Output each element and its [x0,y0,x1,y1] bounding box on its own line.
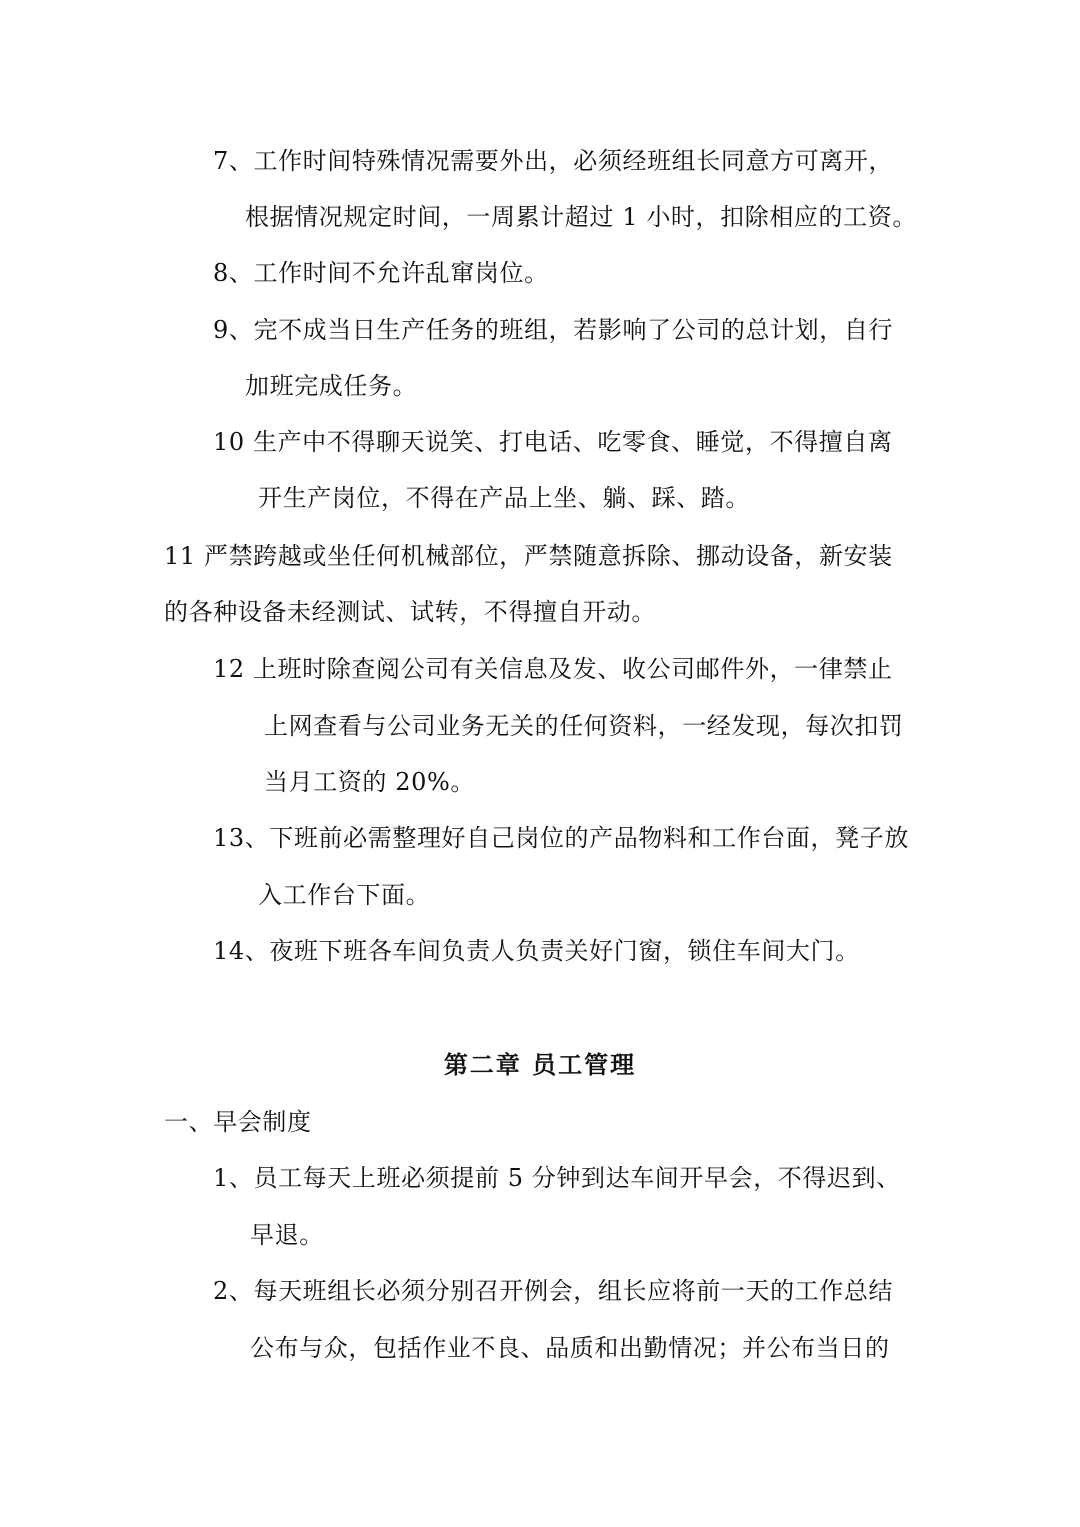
rule-12-line-1: 12 上班时除查阅公司有关信息及发、收公司邮件外，一律禁止 [213,655,893,683]
rule-7-line-2: 根据情况规定时间，一周累计超过 1 小时，扣除相应的工资。 [245,203,917,231]
rule-9-line-1: 9、完不成当日生产任务的班组，若影响了公司的总计划，自行 [213,316,894,344]
meeting-rule-2-line-2: 公布与众，包括作业不良、品质和出勤情况；并公布当日的 [250,1334,890,1362]
rule-10-line-1: 10 生产中不得聊天说笑、打电话、吃零食、睡觉，不得擅自离 [213,428,893,456]
rule-11-line-1: 11 严禁跨越或坐任何机械部位，严禁随意拆除、挪动设备，新安装 [164,542,893,570]
rule-8-line-1: 8、工作时间不允许乱窜岗位。 [213,259,549,287]
rule-7-line-1: 7、工作时间特殊情况需要外出，必须经班组长同意方可离开， [213,147,894,175]
meeting-rule-2-line-1: 2、每天班组长必须分别召开例会，组长应将前一天的工作总结 [213,1277,894,1305]
rule-10-line-2: 开生产岗位，不得在产品上坐、躺、踩、踏。 [258,484,750,512]
rule-9-line-2: 加班完成任务。 [245,372,418,400]
rule-13-line-2: 入工作台下面。 [258,881,431,909]
rule-11-line-2: 的各种设备未经测试、试转，不得擅自开动。 [164,598,656,626]
rule-12-line-3: 当月工资的 20%。 [264,768,475,796]
rule-14-line-1: 14、夜班下班各车间负责人负责关好门窗，锁住车间大门。 [213,937,860,965]
meeting-rule-1-line-1: 1、员工每天上班必须提前 5 分钟到达车间开早会，不得迟到、 [213,1164,901,1192]
section-title: 一、早会制度 [164,1108,312,1136]
rule-13-line-1: 13、下班前必需整理好自己岗位的产品物料和工作台面，凳子放 [213,824,909,852]
chapter-title: 第二章 员工管理 [443,1050,637,1079]
meeting-rule-1-line-2: 早退。 [250,1221,324,1249]
rule-12-line-2: 上网查看与公司业务无关的任何资料，一经发现，每次扣罚 [264,712,904,740]
